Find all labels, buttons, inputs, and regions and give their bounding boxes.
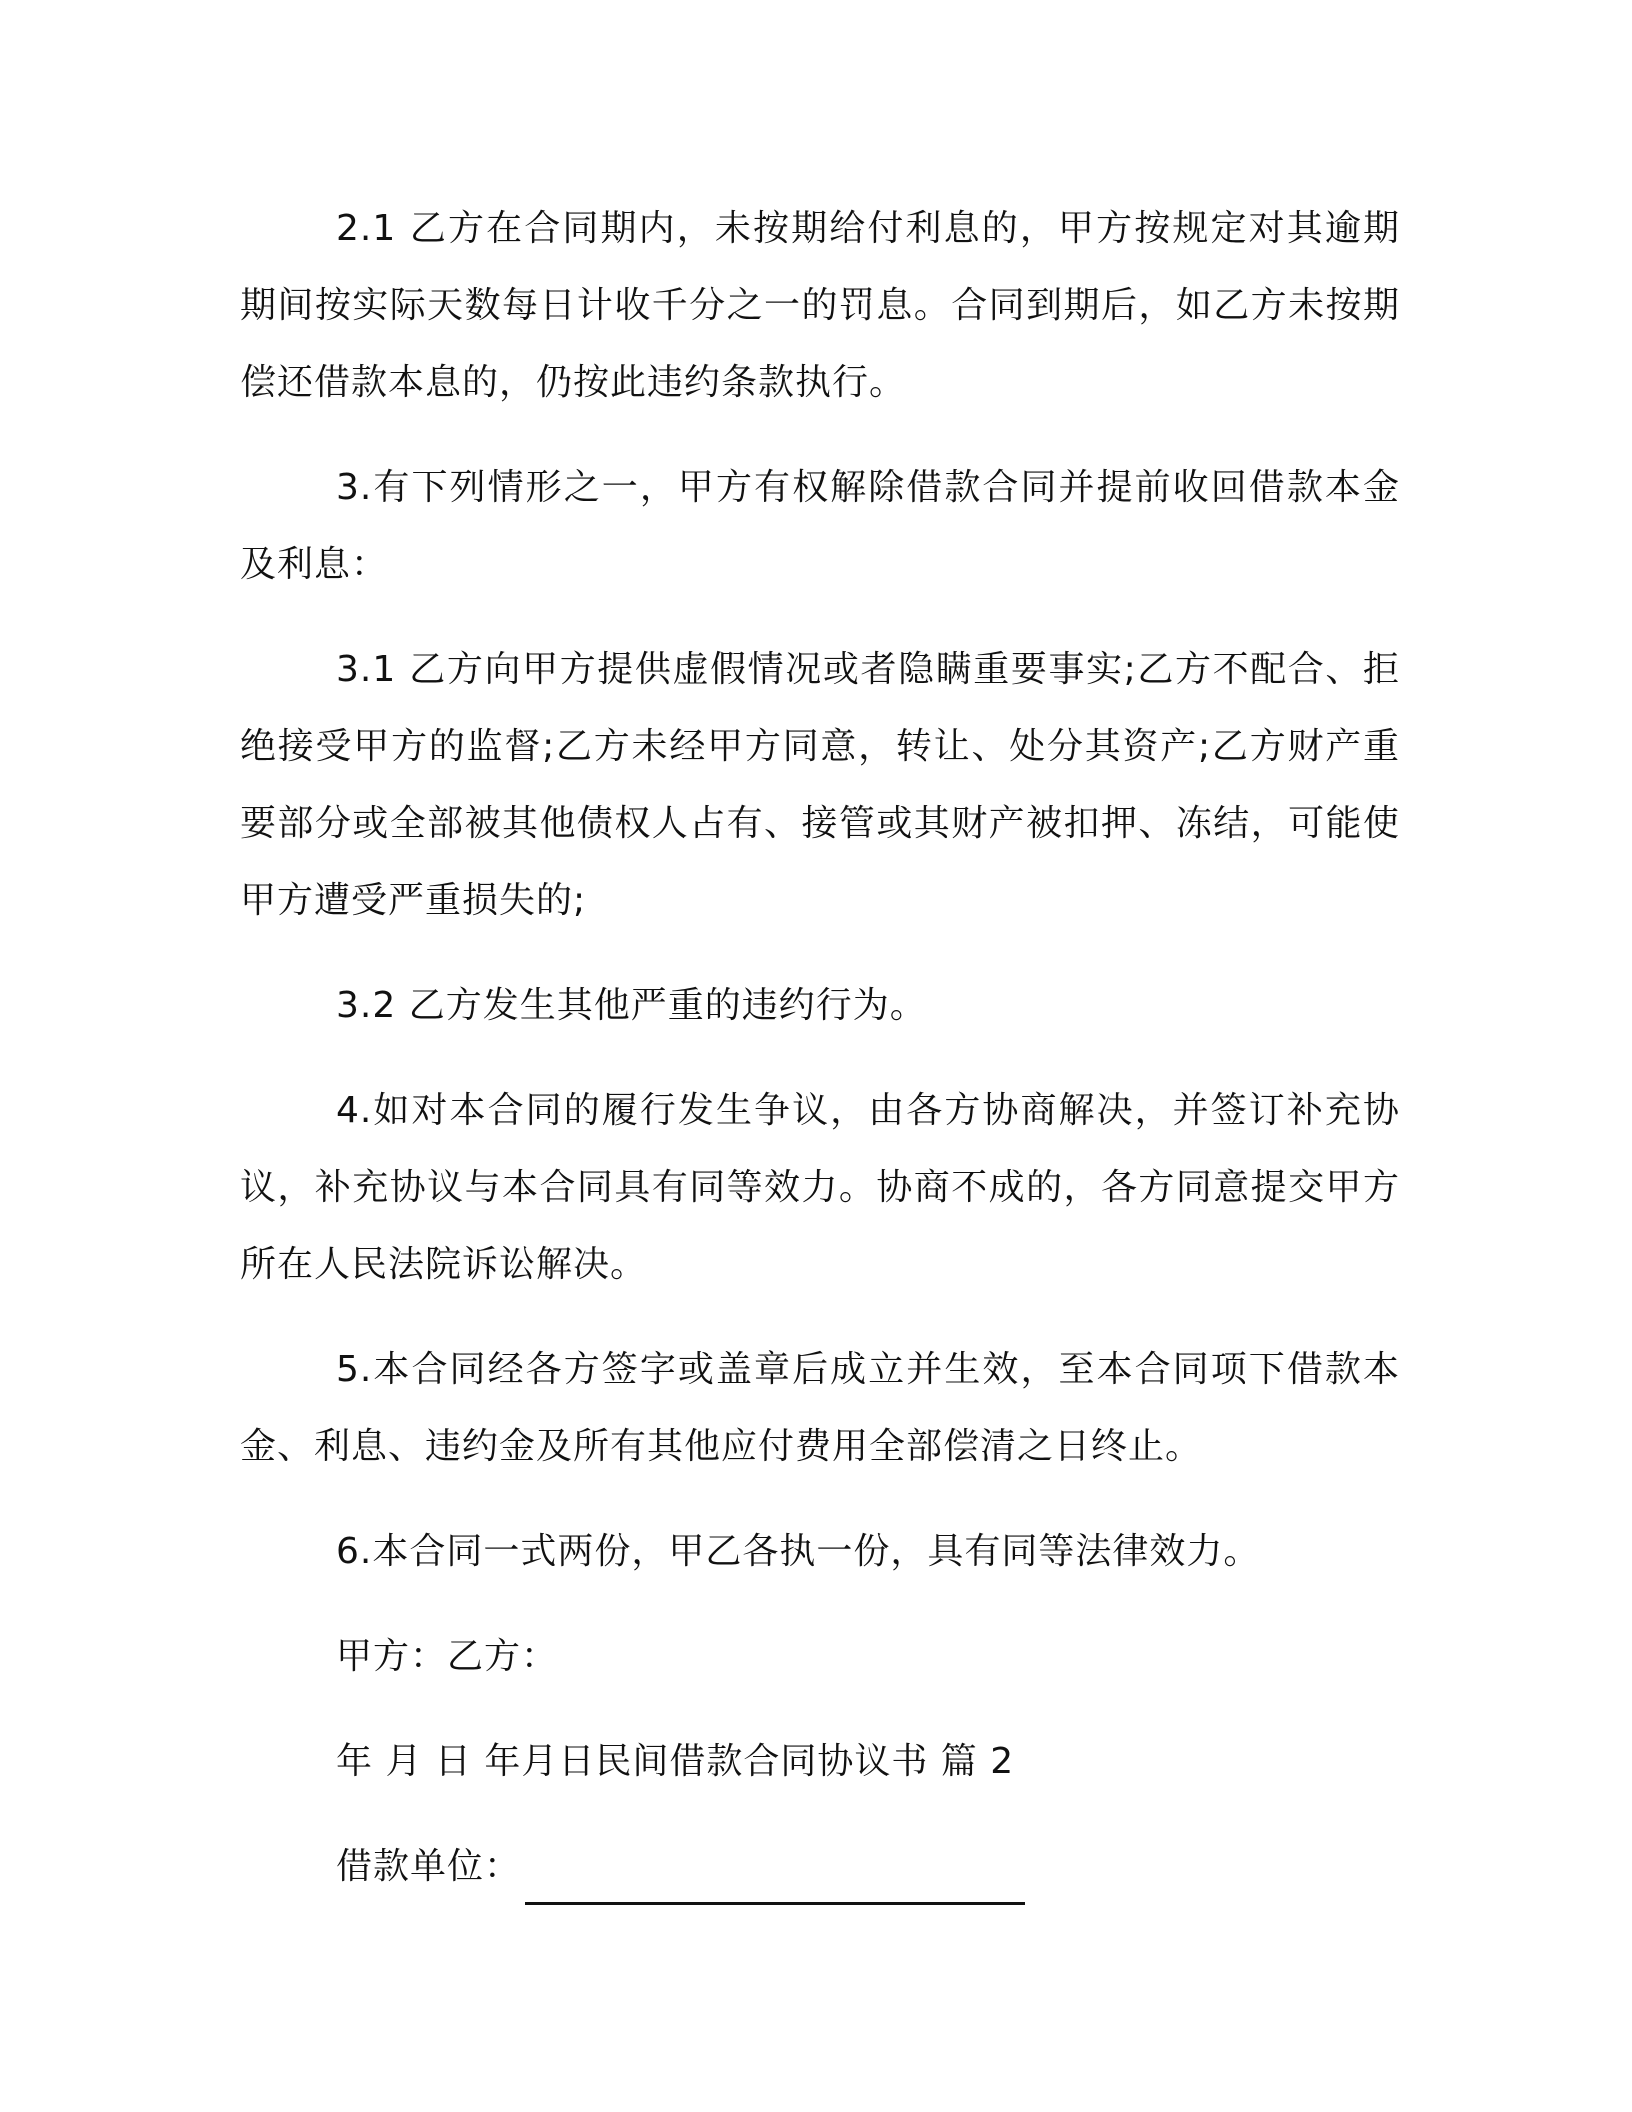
date-and-section-title: 年 月 日 年月日民间借款合同协议书 篇 2 xyxy=(336,1741,1015,1782)
clause-6: 6.本合同一式两份，甲乙各执一份，具有同等法律效力。 xyxy=(336,1531,1261,1572)
borrower-blank-field xyxy=(525,1852,1025,1905)
clause-5: 5.本合同经各方签字或盖章后成立并生效，至本合同项下借款本金、利息、违约金及所有其他应付费用全部偿清之日终止。 xyxy=(240,1349,1400,1467)
clause-3-2: 3.2 乙方发生其他严重的违约行为。 xyxy=(336,985,927,1026)
clause-3: 3.有下列情形之一，甲方有权解除借款合同并提前收回借款本金及利息： xyxy=(240,467,1400,585)
clause-3-1: 3.1 乙方向甲方提供虚假情况或者隐瞒重要事实;乙方不配合、拒绝接受甲方的监督;乙方未经甲方同意，转让、处分其资产;乙方财产重要部分或全部被其他债权人占有、接管或其财产被扣押、冻结，可能使甲方遭受严重损失的; xyxy=(240,649,1400,921)
signature-parties: 甲方：乙方： xyxy=(336,1636,559,1677)
clause-2-1: 2.1 乙方在合同期内，未按期给付利息的，甲方按规定对其逾期期间按实际天数每日计收千分之一的罚息。合同到期后，如乙方未按期偿还借款本息的，仍按此违约条款执行。 xyxy=(240,208,1400,403)
document-body xyxy=(240,190,1400,1933)
borrower-line xyxy=(240,1828,1400,1905)
borrower-label: 借款单位： xyxy=(336,1846,522,1887)
clause-4: 4.如对本合同的履行发生争议，由各方协商解决，并签订补充协议，补充协议与本合同具有同等效力。协商不成的，各方同意提交甲方所在人民法院诉讼解决。 xyxy=(240,1090,1400,1285)
